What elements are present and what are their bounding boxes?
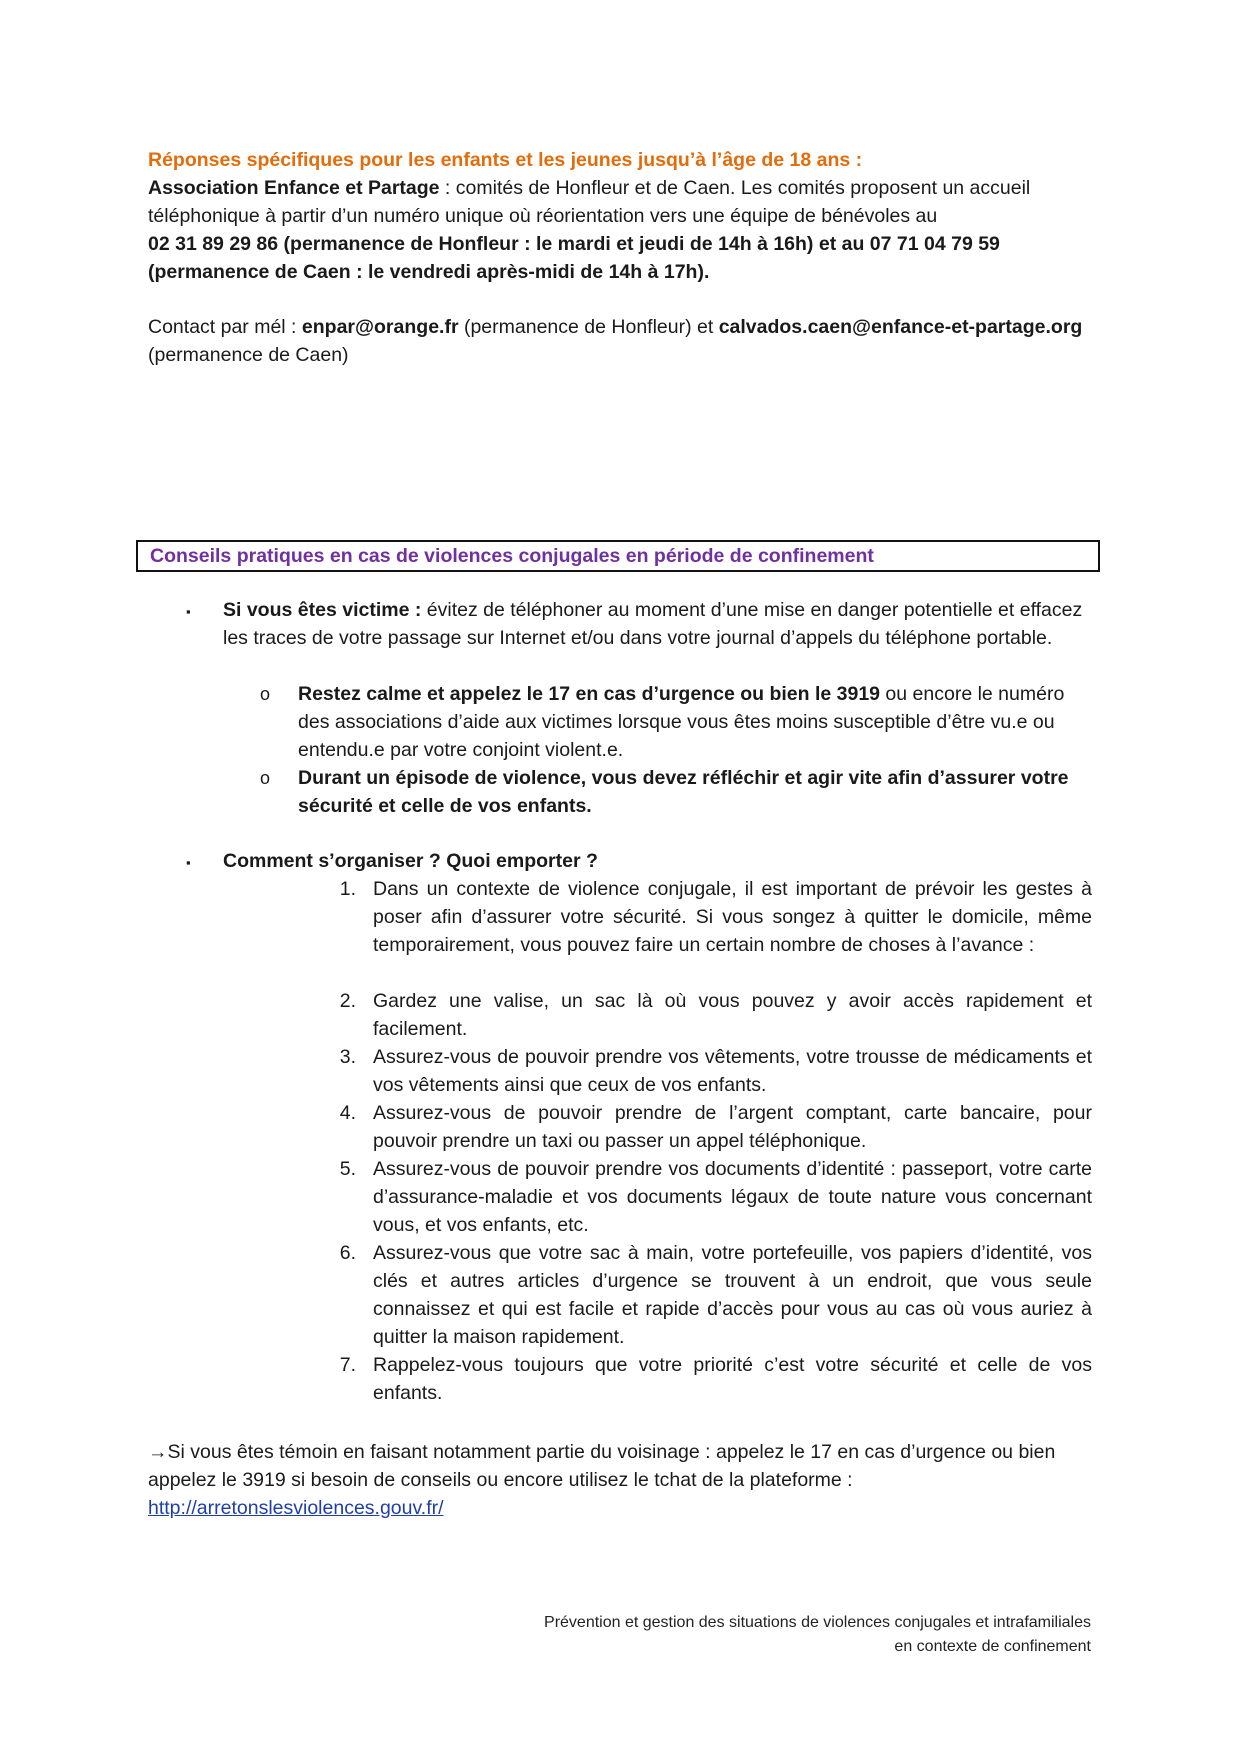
children-association xyxy=(148,174,1088,230)
association-name: Association Enfance et Partage xyxy=(148,177,440,199)
sub-advice-act xyxy=(298,764,1100,820)
list-number: 6. xyxy=(339,1242,356,1264)
sub-bullet-icon: o xyxy=(260,768,271,788)
advice-title: Conseils pratiques en cas de violences conjugales en période de confinement xyxy=(150,545,874,567)
victim-advice-bold: Si vous êtes victime : xyxy=(223,599,422,621)
footer-line-1: Prévention et gestion des situations de violences conjugales et intrafamiliales xyxy=(544,1614,1091,1631)
sub-advice-calm-bold: Restez calme et appelez le 17 en cas d’urgence ou bien le 3919 xyxy=(298,683,881,705)
organise-heading-bold: Comment s’organiser ? Quoi emporter ? xyxy=(223,850,598,872)
sub-advice-act-bold: Durant un épisode de violence, vous devez réfléchir et agir vite afin d’assurer votre sécurité et celle de vos enfants. xyxy=(298,767,1069,817)
list-item: Assurez-vous de pouvoir prendre de l’argent comptant, carte bancaire, pour pouvoir prendre un taxi ou passer un appel téléphonique. xyxy=(373,1102,1092,1152)
footer-line-2: en contexte de confinement xyxy=(894,1638,1091,1655)
sub-bullet-icon: o xyxy=(260,684,271,704)
list-item: Gardez une valise, un sac là où vous pouvez y avoir accès rapidement et facilement. xyxy=(373,990,1092,1040)
list-item: Assurez-vous que votre sac à main, votre portefeuille, vos papiers d’identité, vos clés et autres articles d’urgence se trouvent à un endroit, que vous seule connaissez et qui est facile et rapide d’accès pour vous au cas où vous auriez à quitter la maison rapidement. xyxy=(373,1242,1092,1348)
list-item: Rappelez-vous toujours que votre priorité c’est votre sécurité et celle de vos enfants. xyxy=(373,1354,1092,1404)
list-item: Assurez-vous de pouvoir prendre vos documents d’identité : passeport, votre carte d’assurance-maladie et vos documents légaux de toute nature vous concernant vous, et vos enfants, etc. xyxy=(373,1158,1092,1236)
list-number: 2. xyxy=(339,990,356,1012)
platform-link[interactable]: http://arretonslesviolences.gouv.fr/ xyxy=(148,1497,444,1519)
advice-title-box xyxy=(136,540,1100,572)
witness-paragraph xyxy=(148,1438,1108,1522)
sub-advice-calm xyxy=(298,680,1100,764)
page-footer xyxy=(430,1611,1091,1659)
bullet-icon: ▪ xyxy=(186,604,191,619)
list-number: 3. xyxy=(339,1046,356,1068)
witness-text: →Si vous êtes témoin en faisant notamment partie du voisinage : appelez le 17 en cas d’urgence ou bien appelez le 3919 si besoin de conseils ou encore utilisez le tchat de la plateforme : xyxy=(148,1441,1056,1491)
contact-prefix: Contact par mél : xyxy=(148,316,302,338)
list-item: Dans un contexte de violence conjugale, il est important de prévoir les gestes à poser afin d’assurer votre sécurité. Si vous songez à quitter le domicile, même temporairement, vous pouvez faire un certain nombre de choses à l’avance : xyxy=(373,878,1092,956)
victim-advice-text: évitez de téléphoner au moment d’une mise en danger potentielle et effacez les traces de votre passage sur Internet et/ou dans votre journal d’appels du téléphone portable. xyxy=(223,599,1083,649)
contact-email-line xyxy=(148,313,1088,369)
phone-numbers: 02 31 89 29 86 (permanence de Honfleur : le mardi et jeudi de 14h à 16h) et au 07 71 04 79 59 (permanence de Caen : le vendredi après-midi de 14h à 17h). xyxy=(148,233,1000,283)
list-number: 7. xyxy=(339,1354,356,1376)
organise-heading xyxy=(223,847,1099,875)
victim-advice xyxy=(223,596,1099,652)
sub-advice-calm-text: ou encore le numéro des associations d’aide aux victimes lorsque vous êtes moins susceptible d’être vu.e ou entendu.e par votre conjoint violent.e. xyxy=(298,683,1065,761)
children-heading: Réponses spécifiques pour les enfants et les jeunes jusqu’à l’âge de 18 ans : xyxy=(148,149,863,171)
email-caen[interactable]: calvados.caen@enfance-et-partage.org xyxy=(718,316,1083,338)
bullet-icon: ▪ xyxy=(186,855,191,870)
contact-mid: (permanence de Honfleur) et xyxy=(458,316,719,338)
list-number: 4. xyxy=(339,1102,356,1124)
contact-suffix: (permanence de Caen) xyxy=(148,344,349,366)
list-item: Assurez-vous de pouvoir prendre vos vêtements, votre trousse de médicaments et vos vêtements ainsi que ceux de vos enfants. xyxy=(373,1046,1092,1096)
association-description: : comités de Honfleur et de Caen. Les comités proposent un accueil téléphonique à partir d’un numéro unique où réorientation vers une équipe de bénévoles au xyxy=(148,177,1031,227)
children-section xyxy=(148,146,1088,286)
list-number: 5. xyxy=(339,1158,356,1180)
list-number: 1. xyxy=(339,878,356,900)
email-honfleur[interactable]: enpar@orange.fr xyxy=(301,316,459,338)
